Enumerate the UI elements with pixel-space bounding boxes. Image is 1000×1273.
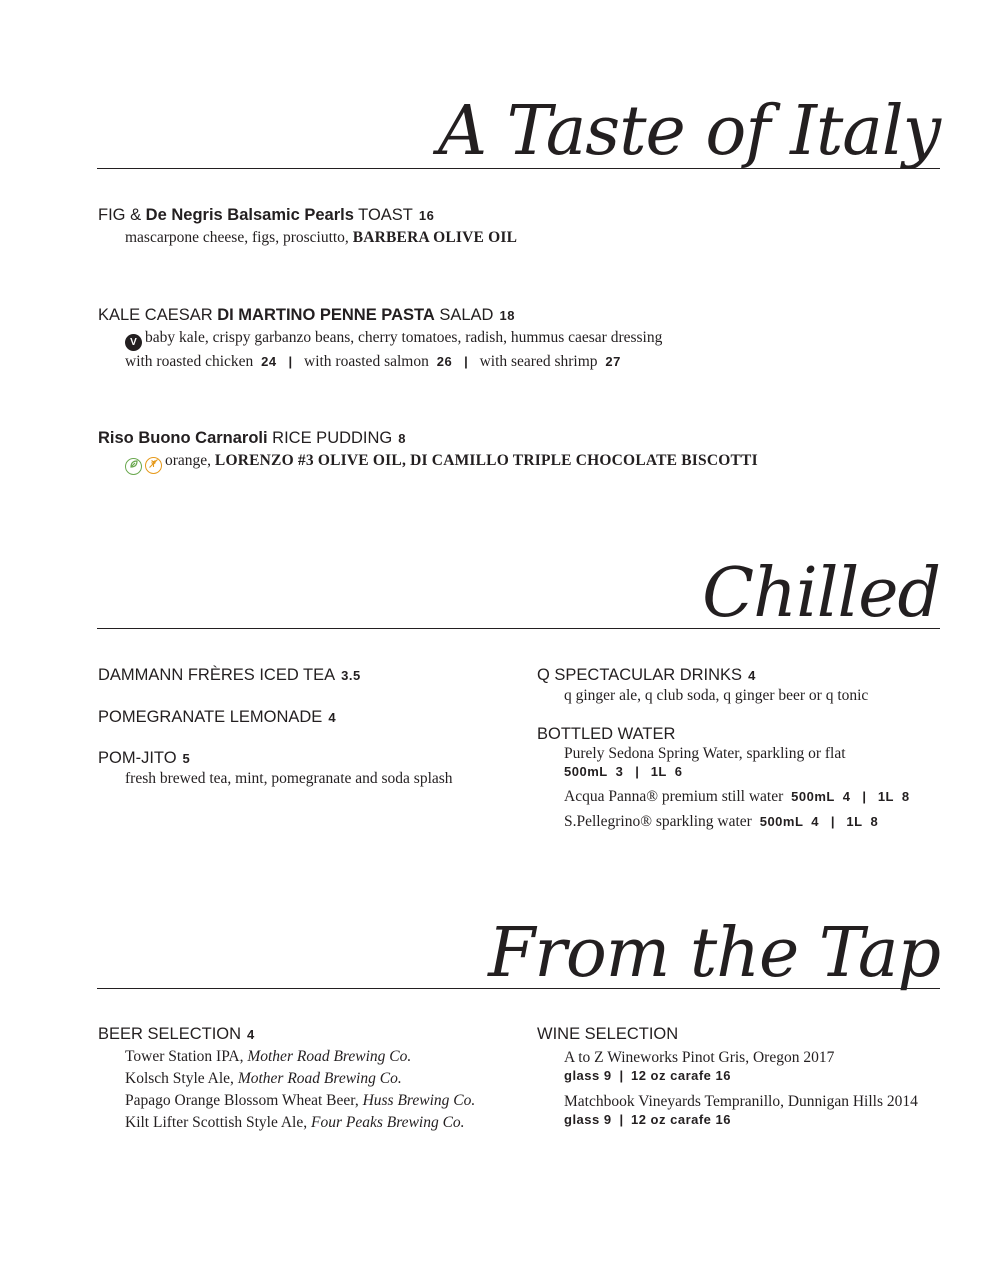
section-rule bbox=[97, 628, 940, 629]
item-price: 18 bbox=[499, 308, 515, 323]
item-name-brand: De Negris Balsamic Pearls bbox=[145, 206, 354, 224]
item-description: mascarpone cheese, figs, prosciutto, BARBERA OLIVE OIL bbox=[125, 229, 518, 246]
wine-option: A to Z Wineworks Pinot Gris, Oregon 2017 bbox=[564, 1049, 835, 1066]
water-option-prices: 500mL 3 | 1L 6 bbox=[564, 764, 683, 779]
section-rule bbox=[97, 168, 940, 169]
beer-option: Tower Station IPA, Mother Road Brewing Co. bbox=[125, 1048, 412, 1065]
item-price: 8 bbox=[398, 431, 407, 446]
item-description: q ginger ale, q club soda, q ginger beer or q tonic bbox=[564, 687, 869, 704]
item-description: orange, LORENZO #3 OLIVE OIL, DI CAMILLO TRIPLE CHOCOLATE BISCOTTI bbox=[98, 450, 758, 475]
beer-option: Papago Orange Blossom Wheat Beer, Huss Brewing Co. bbox=[125, 1092, 476, 1109]
beer-option: Kolsch Style Ale, Mother Road Brewing Co. bbox=[125, 1070, 402, 1087]
item-name-suffix: TOAST bbox=[353, 206, 413, 224]
menu-item-rice-pudding bbox=[98, 429, 758, 475]
menu-item-kale-caesar bbox=[98, 306, 662, 373]
wine-option-prices: glass 9 | 12 oz carafe 16 bbox=[564, 1112, 731, 1127]
wine-option: Matchbook Vineyards Tempranillo, Dunnigan Hills 2014 bbox=[564, 1093, 918, 1110]
item-name-suffix: RICE PUDDING bbox=[267, 429, 393, 447]
menu-item-wine-selection: WINE SELECTION A to Z Wineworks Pinot Gris, Oregon 2017 glass 9 | 12 oz carafe 16 Matchbook Vineyards Tempranillo, Dunnigan Hills 2014 glass 9 | 12 oz carafe 16 bbox=[537, 1025, 918, 1127]
menu-item-pomegranate-lemonade: POMEGRANATE LEMONADE 4 bbox=[98, 708, 337, 726]
gluten-free-icon bbox=[145, 457, 162, 474]
water-option: Purely Sedona Spring Water, sparkling or flat bbox=[564, 745, 846, 762]
item-description: V baby kale, crispy garbanzo beans, cherry tomatoes, radish, hummus caesar dressing bbox=[98, 327, 662, 351]
beer-option: Kilt Lifter Scottish Style Ale, Four Peaks Brewing Co. bbox=[125, 1114, 465, 1131]
menu-item-fig-toast bbox=[98, 206, 517, 249]
menu-item-bottled-water: BOTTLED WATER Purely Sedona Spring Water, sparkling or flat 500mL 3 | 1L 6 Acqua Panna® premium still water 500mL 4 | 1L 8 S.Pellegrino® sparkling water 500mL 4 | 1L 8 bbox=[537, 725, 910, 833]
item-name-prefix: FIG & bbox=[98, 206, 146, 224]
item-price: 16 bbox=[418, 208, 435, 223]
item-name-brand: DI MARTINO PENNE PASTA bbox=[217, 306, 435, 324]
item-name-prefix: KALE CAESAR bbox=[98, 306, 218, 324]
water-option: S.Pellegrino® sparkling water 500mL 4 | 1L 8 bbox=[564, 813, 879, 830]
item-name-suffix: SALAD bbox=[434, 306, 494, 324]
section-title-italy: A Taste of Italy bbox=[437, 92, 940, 171]
section-rule bbox=[97, 988, 940, 989]
item-description: fresh brewed tea, mint, pomegranate and soda splash bbox=[125, 770, 453, 787]
menu-item-iced-tea: DAMMANN FRÈRES ICED TEA 3.5 bbox=[98, 666, 361, 684]
leaf-icon bbox=[125, 458, 142, 475]
item-addons: with roasted chicken 24 | with roasted salmon 26 | with seared shrimp 27 bbox=[125, 353, 621, 370]
wine-option-prices: glass 9 | 12 oz carafe 16 bbox=[564, 1068, 731, 1083]
water-option: Acqua Panna® premium still water 500mL 4 | 1L 8 bbox=[564, 788, 910, 805]
section-title-tap: From the Tap bbox=[488, 914, 940, 993]
menu-item-beer-selection: BEER SELECTION 4 Tower Station IPA, Mother Road Brewing Co. Kolsch Style Ale, Mother Road Brewing Co. Papago Orange Blossom Wheat Beer, Huss Brewing Co. Kilt Lifter Scottish Style Ale, Four Peaks Brewing Co. bbox=[98, 1025, 475, 1134]
item-name-brand: Riso Buono Carnaroli bbox=[98, 429, 268, 447]
menu-item-q-drinks: Q SPECTACULAR DRINKS 4 q ginger ale, q club soda, q ginger beer or q tonic bbox=[537, 666, 868, 707]
vegetarian-icon: V bbox=[125, 334, 142, 351]
menu-item-pom-jito: POM-JITO 5 fresh brewed tea, mint, pomegranate and soda splash bbox=[98, 749, 453, 790]
section-title-chilled: Chilled bbox=[702, 554, 940, 633]
